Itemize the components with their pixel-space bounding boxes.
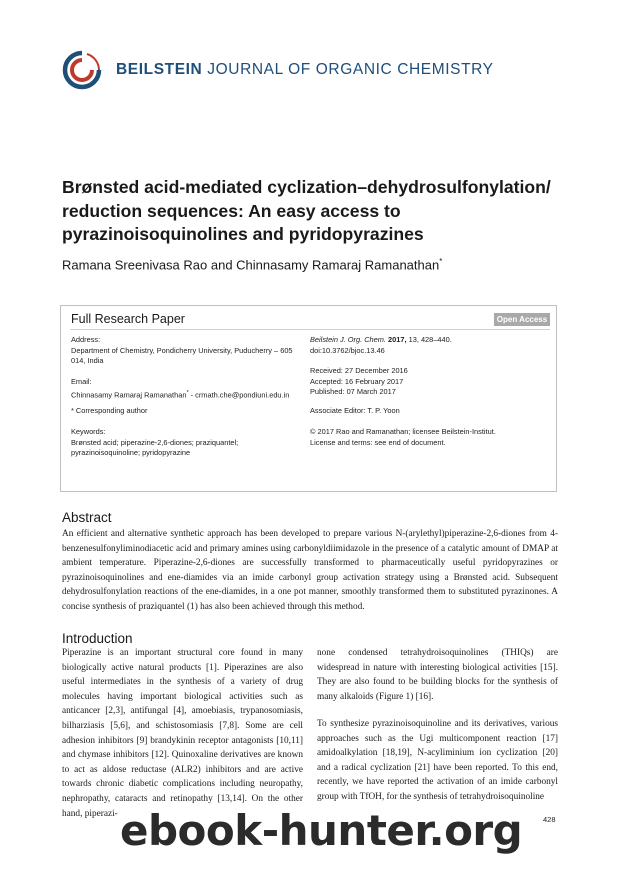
title-line: Brønsted acid-mediated cyclization–dehydrosulfonylation/ (62, 177, 551, 197)
intro-column-2-para-1: none condensed tetrahydroisoquinolines (THIQs) are widespread in nature with interesting biological activities [15]. They are also found to be building blocks for the synthesis of many alkaloids (Figure 1) [16]. (317, 648, 558, 702)
keywords-block (71, 427, 238, 459)
email-mark: * (186, 389, 189, 396)
doi-link[interactable]: doi:10.3762/bjoc.13.46 (310, 345, 385, 355)
published-date: Published: 07 March 2017 (310, 387, 396, 396)
journal-name-bold: BEILSTEIN (116, 61, 203, 78)
abstract-text: An efficient and alternative synthetic approach has been developed to prepare various N-(arylethyl)piperazine-2,6-diones from 4-benzenesulfonyliminodiacetic acid and primary amines using carbonyldiimidazole in the presence of a catalytic amount of DMAP at ambient temperature. Piperazine-2,6-diones are successfully transformed to pharmaceutically useful pyridopyrazines or pyrazinoisoquinolines and ene-diamides via an imide carbonyl group activation strategy using a Brønsted acid. Subsequent dehydrosulfonylation reactions of the ene-diamides, in a one pot manner, smoothly transformed them to substituted pyrazinones. A concise synthesis of praziquantel (1) has also been achieved through this method. (62, 529, 558, 612)
address-block (71, 335, 293, 367)
associate-editor: Associate Editor: T. P. Yoon (310, 406, 400, 415)
author-list (62, 257, 442, 272)
dates-block (310, 366, 408, 398)
authors-text: Ramana Sreenivasa Rao and Chinnasamy Ramaraj Ramanathan (62, 257, 440, 273)
intro-column-1: Piperazine is an important structural core found in many biologically active natural products [1]. Piperazines are also useful intermediates in the synthesis of a variety of drug molecules having important biological activities such as anticancer [2,3], antifungal [4], amoebiasis, trypanosomiasis, bilharziasis [5,6], and schistosomiasis [7,8]. Some are cell adhesion inhibitors [9] brandykinin receptor antagonists [10,11] and chymase inhibitors [12]. Quinoxaline derivatives are known to act as aldose reductase (ALR2) inhibitors and are active towards chronic diabetic complications including neuropathy, nephropathy, cataracts and retinopathy [13,14]. On the other hand, piperazi- (62, 648, 303, 819)
license-block (310, 427, 496, 448)
email-line[interactable] (71, 388, 289, 401)
citation-journal: Beilstein J. Org. Chem. (310, 335, 386, 344)
address-line: Department of Chemistry, Pondicherry University, Puducherry – 605 (71, 345, 293, 355)
citation-year: 2017, (386, 335, 407, 344)
journal-name-rest: JOURNAL OF ORGANIC CHEMISTRY (202, 61, 494, 78)
address-label: Address: (71, 335, 101, 344)
address-line: 014, India (71, 356, 104, 365)
title-line: pyrazinoisoquinolines and pyridopyrazines (62, 224, 424, 244)
keywords-label: Keywords: (71, 427, 106, 436)
email-name: Chinnasamy Ramaraj Ramanathan (71, 389, 187, 399)
received-date: Received: 27 December 2016 (310, 366, 408, 375)
article-title (62, 176, 562, 247)
article-type: Full Research Paper (71, 312, 185, 326)
license-line[interactable]: License and terms: see end of document. (310, 437, 446, 447)
citation-line (310, 335, 452, 346)
intro-column-2-para-2: To synthesize pyrazinoisoquinoline and its derivatives, various approaches such as the Ugi multicomponent reaction [17] amidoalkylation [18,19], N-acyliminium ion cyclization [20] and a radical cyclization [21] have been reported. To this end, recently, we have reported the activation of an imide carbonyl group with TfOH, for the synthesis of tetrahydroisoquinoline (317, 719, 558, 802)
email-block (71, 377, 289, 400)
info-divider (70, 329, 550, 330)
page-number: 428 (543, 815, 556, 824)
title-line: reduction sequences: An easy access to (62, 200, 401, 221)
corresponding-mark: * (439, 257, 443, 266)
citation-volume: 13, 428–440. (406, 335, 452, 344)
accepted-date: Accepted: 16 February 2017 (310, 376, 404, 386)
introduction-heading: Introduction (62, 631, 133, 646)
keywords-line: pyrazinoisoquinoline; pyridopyrazine (71, 448, 191, 457)
corresponding-note: * Corresponding author (71, 406, 148, 415)
copyright-line: © 2017 Rao and Ramanathan; licensee Beilstein-Institut. (310, 427, 496, 436)
email-label: Email: (71, 377, 92, 386)
abstract-heading: Abstract (62, 510, 112, 525)
citation-block (310, 335, 452, 356)
journal-logo-icon (62, 50, 102, 90)
watermark: ebook-hunter.org (120, 806, 523, 855)
keywords-line: Brønsted acid; piperazine-2,6-diones; praziquantel; (71, 437, 239, 447)
email-address[interactable]: - crmath.che@pondiuni.edu.in (188, 389, 290, 399)
open-access-badge[interactable]: Open Access (494, 313, 550, 326)
journal-name[interactable] (116, 61, 494, 79)
